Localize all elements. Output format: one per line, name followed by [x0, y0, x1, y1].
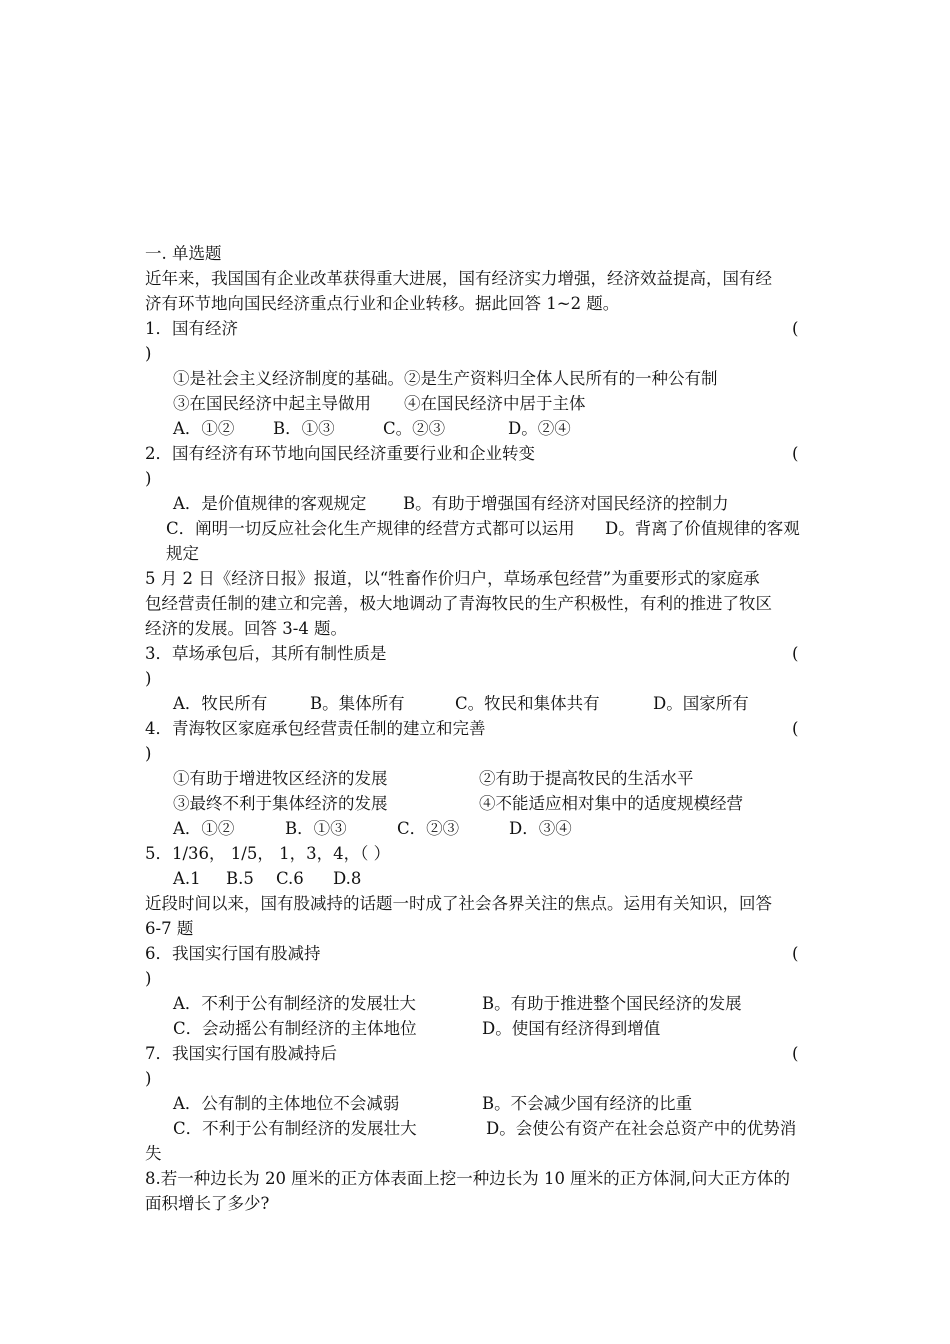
question-2-option-d: D。背离了价值规律的客观	[605, 519, 800, 538]
question-1-option-d: D。②④	[508, 419, 571, 438]
intro-paragraph-3-line-1: 近段时间以来，国有股减持的话题一时成了社会各界关注的焦点。运用有关知识，回答	[145, 894, 772, 913]
question-4-statement-3: ③最终不利于集体经济的发展	[173, 794, 388, 813]
question-1-answer-paren-open: (	[792, 319, 799, 338]
question-1-statements-line-2: ③在国民经济中起主导做用 ④在国民经济中居于主体	[173, 394, 586, 413]
question-4-option-d: D．③④	[509, 819, 572, 838]
intro-paragraph-3-line-2: 6-7 题	[145, 919, 194, 938]
question-2-option-a: A．是价值规律的客观规定	[173, 494, 367, 513]
question-3-option-a: A．牧民所有	[173, 694, 268, 713]
question-4-stem: 4．青海牧区家庭承包经营责任制的建立和完善	[145, 719, 486, 738]
question-4-answer-paren-open: (	[792, 719, 799, 738]
question-6-stem: 6．我国实行国有股减持	[145, 944, 321, 963]
question-3-answer-paren-open: (	[792, 644, 799, 663]
question-2-stem: 2．国有经济有环节地向国民经济重要行业和企业转变	[145, 444, 535, 463]
question-3-option-b: B。集体所有	[310, 694, 405, 713]
question-1-statements-line-1: ①是社会主义经济制度的基础。②是生产资料归全体人民所有的一种公有制	[173, 369, 718, 388]
question-5-option-a: A.1	[173, 869, 201, 888]
question-7-option-d-continued: 失	[145, 1144, 162, 1163]
question-7-option-d: D。会使公有资产在社会总资产中的优势消	[486, 1119, 797, 1138]
intro-paragraph-1-line-1: 近年来，我国国有企业改革获得重大进展，国有经济实力增强，经济效益提高，国有经	[145, 269, 772, 288]
question-3-answer-paren-close: )	[145, 669, 152, 688]
question-4-option-b: B．①③	[285, 819, 347, 838]
question-8-line-1: 8.若一种边长为 20 厘米的正方体表面上挖一种边长为 10 厘米的正方体洞,问大正方体的	[145, 1169, 790, 1188]
question-6-option-b: B。有助于推进整个国民经济的发展	[482, 994, 742, 1013]
question-2-option-d-continued: 规定	[166, 544, 199, 563]
question-6-option-a: A．不利于公有制经济的发展壮大	[173, 994, 416, 1013]
question-4-option-c: C．②③	[397, 819, 460, 838]
question-1-option-b: B．①③	[273, 419, 335, 438]
question-5-stem: 5．1/36， 1/5， 1，3，4，（ ）	[145, 844, 391, 863]
question-2-answer-paren-close: )	[145, 469, 152, 488]
question-6-option-c: C．会动摇公有制经济的主体地位	[173, 1019, 417, 1038]
section-title: 一. 单选题	[145, 244, 222, 263]
question-7-stem: 7．我国实行国有股减持后	[145, 1044, 337, 1063]
question-2-option-c: C．阐明一切反应社会化生产规律的经营方式都可以运用	[166, 519, 575, 538]
question-2-answer-paren-open: (	[792, 444, 799, 463]
question-3-stem: 3．草场承包后，其所有制性质是	[145, 644, 387, 663]
question-8-line-2: 面积增长了多少?	[145, 1194, 270, 1213]
intro-paragraph-2-line-2: 包经营责任制的建立和完善，极大地调动了青海牧民的生产积极性，有利的推进了牧区	[145, 594, 772, 613]
intro-paragraph-2-line-1: 5 月 2 日《经济日报》报道，以“牲畜作价归户，草场承包经营”为重要形式的家庭承	[145, 569, 760, 588]
question-7-answer-paren-close: )	[145, 1069, 152, 1088]
question-4-statement-1: ①有助于增进牧区经济的发展	[173, 769, 388, 788]
question-6-option-d: D。使国有经济得到增值	[482, 1019, 661, 1038]
question-2-option-b: B。有助于增强国有经济对国民经济的控制力	[403, 494, 729, 513]
question-5-option-d: D.8	[333, 869, 362, 888]
intro-paragraph-2-line-3: 经济的发展。回答 3-4 题。	[145, 619, 348, 638]
question-4-statement-4: ④不能适应相对集中的适度规模经营	[479, 794, 743, 813]
question-6-answer-paren-open: (	[792, 944, 799, 963]
question-1-answer-paren-close: )	[145, 344, 152, 363]
question-7-option-a: A．公有制的主体地位不会减弱	[173, 1094, 400, 1113]
question-7-answer-paren-open: (	[792, 1044, 799, 1063]
question-1-option-a: A．①②	[173, 419, 235, 438]
question-5-option-b: B.5	[226, 869, 254, 888]
question-6-answer-paren-close: )	[145, 969, 152, 988]
question-3-option-d: D。国家所有	[653, 694, 749, 713]
question-5-option-c: C.6	[276, 869, 304, 888]
question-4-option-a: A．①②	[173, 819, 235, 838]
question-4-statement-2: ②有助于提高牧民的生活水平	[479, 769, 694, 788]
question-4-answer-paren-close: )	[145, 744, 152, 763]
intro-paragraph-1-line-2: 济有环节地向国民经济重点行业和企业转移。据此回答 1~2 题。	[145, 294, 620, 313]
question-7-option-b: B。不会减少国有经济的比重	[482, 1094, 693, 1113]
question-7-option-c: C．不利于公有制经济的发展壮大	[173, 1119, 417, 1138]
question-3-option-c: C。牧民和集体共有	[455, 694, 600, 713]
question-1-option-c: C。②③	[383, 419, 446, 438]
question-1-stem: 1．国有经济	[145, 319, 238, 338]
